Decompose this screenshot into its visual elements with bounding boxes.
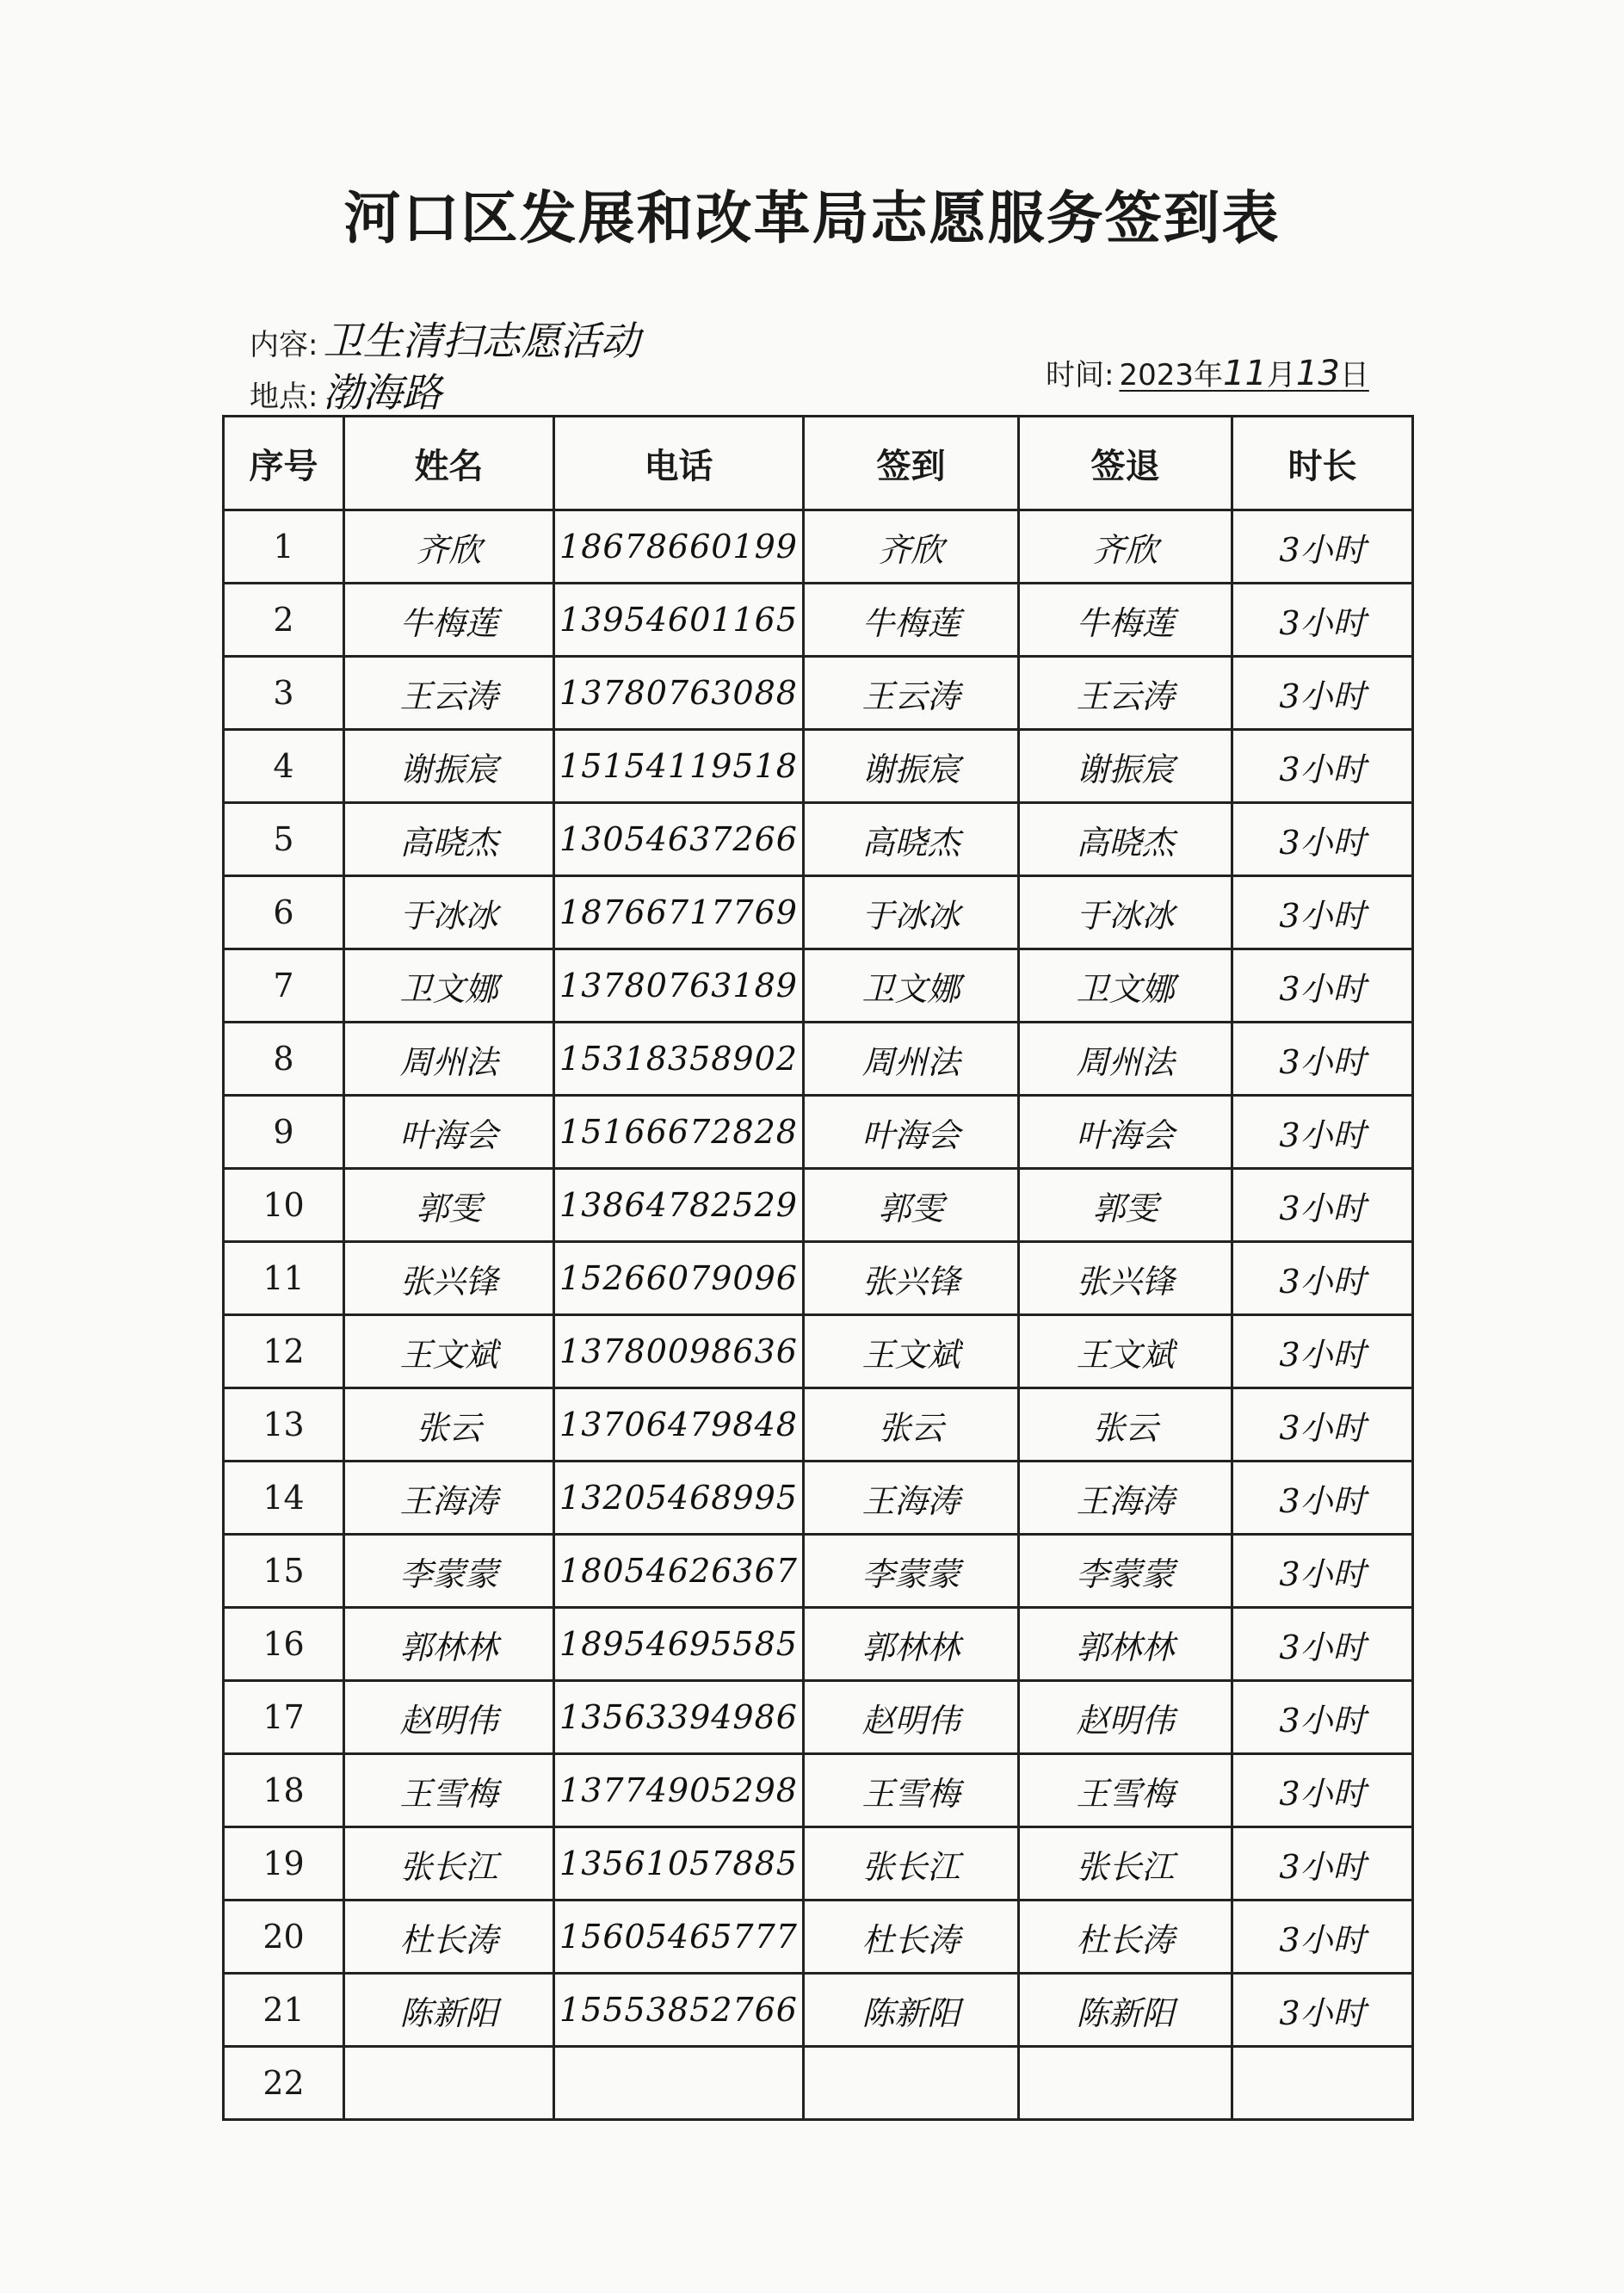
sign-out-signature bbox=[1019, 2047, 1232, 2120]
row-number: 22 bbox=[224, 2047, 344, 2120]
row-number: 4 bbox=[224, 730, 344, 803]
sign-out-signature: 张长江 bbox=[1019, 1827, 1232, 1901]
roster-table bbox=[222, 415, 1414, 2121]
name-cell: 张长江 bbox=[344, 1827, 554, 1901]
duration-cell: 3小时 bbox=[1232, 1535, 1413, 1608]
name-cell: 张兴锋 bbox=[344, 1242, 554, 1315]
content-line bbox=[250, 310, 639, 367]
duration-cell: 3小时 bbox=[1232, 1242, 1413, 1315]
name-cell: 李蒙蒙 bbox=[344, 1535, 554, 1608]
table-row bbox=[224, 1388, 1413, 1462]
date-month-unit: 月 bbox=[1266, 358, 1296, 392]
sign-in-signature: 陈新阳 bbox=[804, 1974, 1019, 2047]
name-cell: 高晓杰 bbox=[344, 803, 554, 876]
name-cell: 王云涛 bbox=[344, 657, 554, 730]
name-cell: 郭林林 bbox=[344, 1608, 554, 1681]
table-row bbox=[224, 657, 1413, 730]
sign-out-signature: 赵明伟 bbox=[1019, 1681, 1232, 1754]
sign-out-signature: 叶海会 bbox=[1019, 1096, 1232, 1169]
phone-cell: 13780763088 bbox=[554, 657, 804, 730]
sign-out-signature: 杜长涛 bbox=[1019, 1901, 1232, 1974]
row-number: 21 bbox=[224, 1974, 344, 2047]
date-year: 2023 bbox=[1119, 358, 1194, 392]
sign-in-signature: 齐欣 bbox=[804, 510, 1019, 584]
row-number: 15 bbox=[224, 1535, 344, 1608]
name-cell: 齐欣 bbox=[344, 510, 554, 584]
sign-out-signature: 王海涛 bbox=[1019, 1462, 1232, 1535]
row-number: 8 bbox=[224, 1023, 344, 1096]
sign-in-signature: 王云涛 bbox=[804, 657, 1019, 730]
phone-cell: 13864782529 bbox=[554, 1169, 804, 1242]
phone-cell: 18954695585 bbox=[554, 1608, 804, 1681]
sign-in-signature: 于冰冰 bbox=[804, 876, 1019, 949]
sign-out-signature: 张云 bbox=[1019, 1388, 1232, 1462]
row-number: 7 bbox=[224, 949, 344, 1023]
sign-in-signature: 张兴锋 bbox=[804, 1242, 1019, 1315]
duration-cell: 3小时 bbox=[1232, 1023, 1413, 1096]
sign-in-signature: 周州法 bbox=[804, 1023, 1019, 1096]
row-number: 20 bbox=[224, 1901, 344, 1974]
table-row bbox=[224, 1827, 1413, 1901]
name-cell: 张云 bbox=[344, 1388, 554, 1462]
page-title: 河口区发展和改革局志愿服务签到表 bbox=[343, 184, 1281, 251]
phone-cell: 13054637266 bbox=[554, 803, 804, 876]
row-number: 11 bbox=[224, 1242, 344, 1315]
sign-out-signature: 齐欣 bbox=[1019, 510, 1232, 584]
name-cell: 赵明伟 bbox=[344, 1681, 554, 1754]
duration-cell: 3小时 bbox=[1232, 1462, 1413, 1535]
name-cell: 杜长涛 bbox=[344, 1901, 554, 1974]
name-cell: 谢振宸 bbox=[344, 730, 554, 803]
sign-out-signature: 牛梅莲 bbox=[1019, 584, 1232, 657]
duration-cell: 3小时 bbox=[1232, 1388, 1413, 1462]
duration-cell: 3小时 bbox=[1232, 1901, 1413, 1974]
table-row bbox=[224, 584, 1413, 657]
name-cell: 牛梅莲 bbox=[344, 584, 554, 657]
sign-in-signature: 卫文娜 bbox=[804, 949, 1019, 1023]
phone-cell: 18766717769 bbox=[554, 876, 804, 949]
name-cell: 郭雯 bbox=[344, 1169, 554, 1242]
sign-out-signature: 郭林林 bbox=[1019, 1608, 1232, 1681]
date-day-unit: 日 bbox=[1339, 358, 1369, 392]
table-row bbox=[224, 1023, 1413, 1096]
duration-cell: 3小时 bbox=[1232, 1681, 1413, 1754]
column-header-phone: 电话 bbox=[554, 417, 804, 510]
header-row bbox=[224, 417, 1413, 510]
time-line bbox=[1046, 351, 1369, 393]
sign-out-signature: 周州法 bbox=[1019, 1023, 1232, 1096]
sign-out-signature: 郭雯 bbox=[1019, 1169, 1232, 1242]
duration-cell: 3小时 bbox=[1232, 1315, 1413, 1388]
phone-cell: 15266079096 bbox=[554, 1242, 804, 1315]
row-number: 12 bbox=[224, 1315, 344, 1388]
sign-in-signature: 谢振宸 bbox=[804, 730, 1019, 803]
roster-body bbox=[224, 510, 1413, 2120]
location-label: 地点: bbox=[250, 380, 318, 414]
phone-cell: 13563394986 bbox=[554, 1681, 804, 1754]
duration-cell: 3小时 bbox=[1232, 1754, 1413, 1827]
phone-cell: 13774905298 bbox=[554, 1754, 804, 1827]
phone-cell: 15605465777 bbox=[554, 1901, 804, 1974]
sign-in-signature: 高晓杰 bbox=[804, 803, 1019, 876]
row-number: 3 bbox=[224, 657, 344, 730]
row-number: 14 bbox=[224, 1462, 344, 1535]
sign-out-signature: 于冰冰 bbox=[1019, 876, 1232, 949]
sign-in-signature: 郭林林 bbox=[804, 1608, 1019, 1681]
duration-cell: 3小时 bbox=[1232, 803, 1413, 876]
duration-cell: 3小时 bbox=[1232, 730, 1413, 803]
phone-cell: 15553852766 bbox=[554, 1974, 804, 2047]
table-row bbox=[224, 1608, 1413, 1681]
name-cell: 陈新阳 bbox=[344, 1974, 554, 2047]
duration-cell: 3小时 bbox=[1232, 876, 1413, 949]
table-row bbox=[224, 1754, 1413, 1827]
sign-out-signature: 王云涛 bbox=[1019, 657, 1232, 730]
phone-cell: 18054626367 bbox=[554, 1535, 804, 1608]
sign-in-signature: 郭雯 bbox=[804, 1169, 1019, 1242]
phone-cell: 18678660199 bbox=[554, 510, 804, 584]
phone-cell: 15166672828 bbox=[554, 1096, 804, 1169]
content-value: 卫生清扫志愿活动 bbox=[323, 318, 640, 364]
column-header-no: 序号 bbox=[224, 417, 344, 510]
sign-in-signature: 张云 bbox=[804, 1388, 1019, 1462]
column-header-sign-in: 签到 bbox=[804, 417, 1019, 510]
name-cell: 王文斌 bbox=[344, 1315, 554, 1388]
duration-cell: 3小时 bbox=[1232, 657, 1413, 730]
phone-cell: 13780763189 bbox=[554, 949, 804, 1023]
location-line bbox=[250, 362, 442, 418]
name-cell: 周州法 bbox=[344, 1023, 554, 1096]
name-cell bbox=[344, 2047, 554, 2120]
row-number: 2 bbox=[224, 584, 344, 657]
sign-in-signature: 李蒙蒙 bbox=[804, 1535, 1019, 1608]
sign-in-signature: 王文斌 bbox=[804, 1315, 1019, 1388]
sign-in-signature: 张长江 bbox=[804, 1827, 1019, 1901]
sign-in-signature: 杜长涛 bbox=[804, 1901, 1019, 1974]
table-row bbox=[224, 1901, 1413, 1974]
table-row bbox=[224, 1974, 1413, 2047]
date-year-unit: 年 bbox=[1194, 358, 1223, 392]
phone-cell: 15154119518 bbox=[554, 730, 804, 803]
sign-in-signature: 王雪梅 bbox=[804, 1754, 1019, 1827]
column-header-duration: 时长 bbox=[1232, 417, 1413, 510]
sign-out-signature: 卫文娜 bbox=[1019, 949, 1232, 1023]
sign-out-signature: 陈新阳 bbox=[1019, 1974, 1232, 2047]
row-number: 17 bbox=[224, 1681, 344, 1754]
phone-cell bbox=[554, 2047, 804, 2120]
name-cell: 王雪梅 bbox=[344, 1754, 554, 1827]
duration-cell: 3小时 bbox=[1232, 1974, 1413, 2047]
location-value: 渤海路 bbox=[323, 369, 442, 416]
name-cell: 叶海会 bbox=[344, 1096, 554, 1169]
table-row bbox=[224, 1535, 1413, 1608]
sign-out-signature: 王文斌 bbox=[1019, 1315, 1232, 1388]
duration-cell: 3小时 bbox=[1232, 1827, 1413, 1901]
duration-cell bbox=[1232, 2047, 1413, 2120]
sign-in-signature: 赵明伟 bbox=[804, 1681, 1019, 1754]
row-number: 19 bbox=[224, 1827, 344, 1901]
column-header-name: 姓名 bbox=[344, 417, 554, 510]
table-row bbox=[224, 1169, 1413, 1242]
duration-cell: 3小时 bbox=[1232, 949, 1413, 1023]
table-row bbox=[224, 1681, 1413, 1754]
time-label: 时间: bbox=[1046, 358, 1115, 392]
row-number: 16 bbox=[224, 1608, 344, 1681]
sign-out-signature: 王雪梅 bbox=[1019, 1754, 1232, 1827]
row-number: 18 bbox=[224, 1754, 344, 1827]
duration-cell: 3小时 bbox=[1232, 510, 1413, 584]
name-cell: 于冰冰 bbox=[344, 876, 554, 949]
sign-out-signature: 谢振宸 bbox=[1019, 730, 1232, 803]
sign-out-signature: 张兴锋 bbox=[1019, 1242, 1232, 1315]
date-day: 13 bbox=[1295, 354, 1340, 393]
phone-cell: 13780098636 bbox=[554, 1315, 804, 1388]
duration-cell: 3小时 bbox=[1232, 584, 1413, 657]
content-label: 内容: bbox=[250, 328, 318, 362]
phone-cell: 15318358902 bbox=[554, 1023, 804, 1096]
table-row bbox=[224, 1242, 1413, 1315]
row-number: 9 bbox=[224, 1096, 344, 1169]
column-header-sign-out: 签退 bbox=[1019, 417, 1232, 510]
phone-cell: 13954601165 bbox=[554, 584, 804, 657]
sign-out-signature: 李蒙蒙 bbox=[1019, 1535, 1232, 1608]
sign-in-signature bbox=[804, 2047, 1019, 2120]
sign-in-signature: 牛梅莲 bbox=[804, 584, 1019, 657]
duration-cell: 3小时 bbox=[1232, 1096, 1413, 1169]
table-row bbox=[224, 1315, 1413, 1388]
table-row bbox=[224, 1096, 1413, 1169]
table-row bbox=[224, 803, 1413, 876]
sign-in-signature: 王海涛 bbox=[804, 1462, 1019, 1535]
table-row bbox=[224, 1462, 1413, 1535]
row-number: 13 bbox=[224, 1388, 344, 1462]
row-number: 6 bbox=[224, 876, 344, 949]
table-row bbox=[224, 949, 1413, 1023]
phone-cell: 13706479848 bbox=[554, 1388, 804, 1462]
duration-cell: 3小时 bbox=[1232, 1608, 1413, 1681]
table-row bbox=[224, 2047, 1413, 2120]
sign-out-signature: 高晓杰 bbox=[1019, 803, 1232, 876]
phone-cell: 13561057885 bbox=[554, 1827, 804, 1901]
date-month: 11 bbox=[1223, 354, 1267, 393]
row-number: 1 bbox=[224, 510, 344, 584]
date-value bbox=[1119, 354, 1369, 393]
row-number: 10 bbox=[224, 1169, 344, 1242]
sign-in-signature: 叶海会 bbox=[804, 1096, 1019, 1169]
row-number: 5 bbox=[224, 803, 344, 876]
table-row bbox=[224, 730, 1413, 803]
phone-cell: 13205468995 bbox=[554, 1462, 804, 1535]
table-row bbox=[224, 510, 1413, 584]
duration-cell: 3小时 bbox=[1232, 1169, 1413, 1242]
name-cell: 王海涛 bbox=[344, 1462, 554, 1535]
name-cell: 卫文娜 bbox=[344, 949, 554, 1023]
table-row bbox=[224, 876, 1413, 949]
